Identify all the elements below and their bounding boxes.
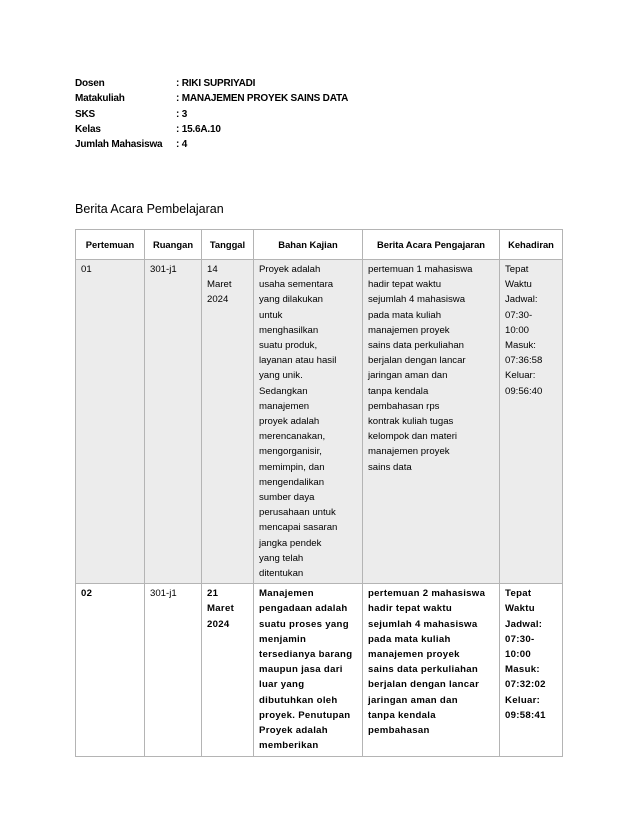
cell-line: tersedianya barang — [259, 649, 353, 661]
cell-line: menjamin — [259, 633, 307, 645]
cell-line: suatu produk, — [259, 340, 318, 352]
cell-line: 10:00 — [505, 649, 532, 661]
header-ruangan: Ruangan — [145, 230, 202, 260]
cell-line: 07:32:02 — [505, 679, 546, 691]
cell-kehadiran — [500, 260, 563, 584]
cell-line: 07:30- — [505, 633, 535, 645]
header-kehadiran: Kehadiran — [500, 230, 563, 260]
info-value: : 15.6A.10 — [176, 123, 221, 135]
cell-line: Maret — [207, 603, 235, 615]
section-title: Berita Acara Pembelajaran — [75, 202, 224, 216]
berita-acara-table — [75, 229, 563, 757]
cell-line: memimpin, dan — [259, 461, 325, 473]
cell-kehadiran — [500, 584, 563, 756]
cell-line: sains data perkuliahan — [368, 664, 479, 676]
info-value: : RIKI SUPRIYADI — [176, 78, 256, 89]
cell-line: pada mata kuliah — [368, 633, 451, 645]
cell-line: Maret — [207, 279, 232, 291]
cell-line: suatu proses yang — [259, 618, 349, 630]
info-row — [75, 137, 348, 152]
cell-line: Keluar: — [505, 694, 541, 706]
cell-line: 2024 — [207, 294, 229, 306]
cell-line: perusahaan untuk — [259, 507, 336, 519]
info-value: : MANAJEMEN PROYEK SAINS DATA — [176, 93, 349, 105]
cell-line: Waktu — [505, 279, 532, 291]
cell-line: hadir tepat waktu — [368, 279, 442, 291]
cell-line: tanpa kendala — [368, 709, 436, 721]
cell-line: pada mata kuliah — [368, 309, 442, 321]
cell-line: yang unik. — [259, 370, 303, 382]
cell-line: proyek. Penutupan — [259, 709, 351, 721]
info-label: Dosen — [75, 78, 105, 89]
cell-line: dibutuhkan oleh — [259, 694, 338, 706]
cell-line: Tepat — [505, 588, 532, 600]
cell-line: merencanakan, — [259, 431, 326, 443]
cell-line: 14 — [207, 264, 218, 275]
cell-line: yang telah — [259, 552, 304, 564]
cell-line: Tepat — [505, 264, 529, 275]
cell-line: mengorganisir, — [259, 446, 322, 458]
cell-ruangan: 301-j1 — [145, 584, 202, 756]
course-info — [75, 76, 348, 152]
cell-line: pertemuan 2 mahasiswa — [368, 588, 486, 600]
cell-line: Jadwal: — [505, 618, 543, 630]
cell-line: pembahasan rps — [368, 400, 440, 412]
cell-line: berjalan dengan lancar — [368, 679, 480, 691]
table-header-row — [76, 230, 563, 260]
info-row — [75, 91, 348, 106]
cell-line: Masuk: — [505, 664, 540, 676]
cell-line: sumber daya — [259, 492, 315, 504]
cell-tanggal — [202, 260, 254, 584]
cell-line: manajemen proyek — [368, 324, 450, 336]
cell-line: menghasilkan — [259, 324, 319, 336]
cell-line: manajemen proyek — [368, 649, 460, 661]
cell-pertemuan: 01 — [76, 260, 145, 584]
cell-line: layanan atau hasil — [259, 355, 337, 367]
cell-line: Keluar: — [505, 370, 536, 382]
cell-line: jaringan aman dan — [368, 370, 448, 382]
cell-line: 07:30- — [505, 309, 533, 321]
cell-line: Masuk: — [505, 340, 536, 352]
header-berita-acara: Berita Acara Pengajaran — [363, 230, 500, 260]
cell-line: Waktu — [505, 603, 535, 615]
cell-line: mencapai sasaran — [259, 522, 338, 534]
header-tanggal: Tanggal — [202, 230, 254, 260]
cell-line: sains data perkuliahan — [368, 340, 465, 352]
cell-line: hadir tepat waktu — [368, 603, 452, 615]
cell-line: 09:56:40 — [505, 385, 543, 397]
cell-line: Proyek adalah — [259, 264, 321, 275]
cell-line: manajemen — [259, 400, 310, 412]
cell-line: jangka pendek — [259, 537, 322, 549]
cell-line: memberikan — [259, 740, 319, 752]
cell-ruangan: 301-j1 — [145, 260, 202, 584]
cell-tanggal — [202, 584, 254, 756]
cell-line: Sedangkan — [259, 385, 308, 397]
cell-line: usaha sementara — [259, 279, 334, 291]
info-label: Matakuliah — [75, 93, 125, 105]
cell-line: Proyek adalah — [259, 725, 328, 737]
cell-line: jaringan aman dan — [368, 694, 458, 706]
cell-line: pengadaan adalah — [259, 603, 348, 615]
table-row — [76, 584, 563, 756]
cell-line: 21 — [207, 588, 219, 600]
info-label: SKS — [75, 108, 95, 120]
cell-line: pertemuan 1 mahasiswa — [368, 264, 473, 275]
cell-line: sejumlah 4 mahasiswa — [368, 294, 466, 306]
info-label: Jumlah Mahasiswa — [75, 139, 163, 151]
cell-bahan-kajian — [254, 260, 363, 584]
cell-bahan-kajian — [254, 584, 363, 756]
cell-line: Jadwal: — [505, 294, 538, 306]
cell-line: untuk — [259, 309, 283, 321]
cell-line: 07:36:58 — [505, 355, 543, 367]
info-value: : 3 — [176, 108, 188, 120]
cell-line: sains data — [368, 461, 412, 473]
info-label: Kelas — [75, 123, 101, 135]
cell-pertemuan: 02 — [76, 584, 145, 756]
header-bahan-kajian: Bahan Kajian — [254, 230, 363, 260]
cell-line: pembahasan — [368, 725, 430, 737]
cell-berita-acara — [363, 584, 500, 756]
table-row — [76, 260, 563, 584]
info-row — [75, 122, 348, 137]
cell-line: yang dilakukan — [259, 294, 324, 306]
info-value: : 4 — [176, 139, 188, 151]
cell-line: tanpa kendala — [368, 385, 429, 397]
cell-line: berjalan dengan lancar — [368, 355, 466, 367]
cell-line: maupun jasa dari — [259, 664, 343, 676]
cell-line: kontrak kuliah tugas — [368, 416, 454, 428]
info-row — [75, 76, 348, 91]
cell-line: mengendalikan — [259, 476, 325, 488]
cell-line: proyek adalah — [259, 416, 320, 428]
cell-line: Manajemen — [259, 588, 314, 600]
info-row — [75, 107, 348, 122]
header-pertemuan: Pertemuan — [76, 230, 145, 260]
cell-line: kelompok dan materi — [368, 431, 458, 443]
cell-line: 10:00 — [505, 324, 530, 336]
cell-line: sejumlah 4 mahasiswa — [368, 618, 478, 630]
cell-line: ditentukan — [259, 568, 304, 580]
cell-line: 2024 — [207, 618, 230, 630]
cell-line: 09:58:41 — [505, 709, 546, 721]
cell-line: manajemen proyek — [368, 446, 450, 458]
cell-line: luar yang — [259, 679, 305, 691]
cell-berita-acara — [363, 260, 500, 584]
